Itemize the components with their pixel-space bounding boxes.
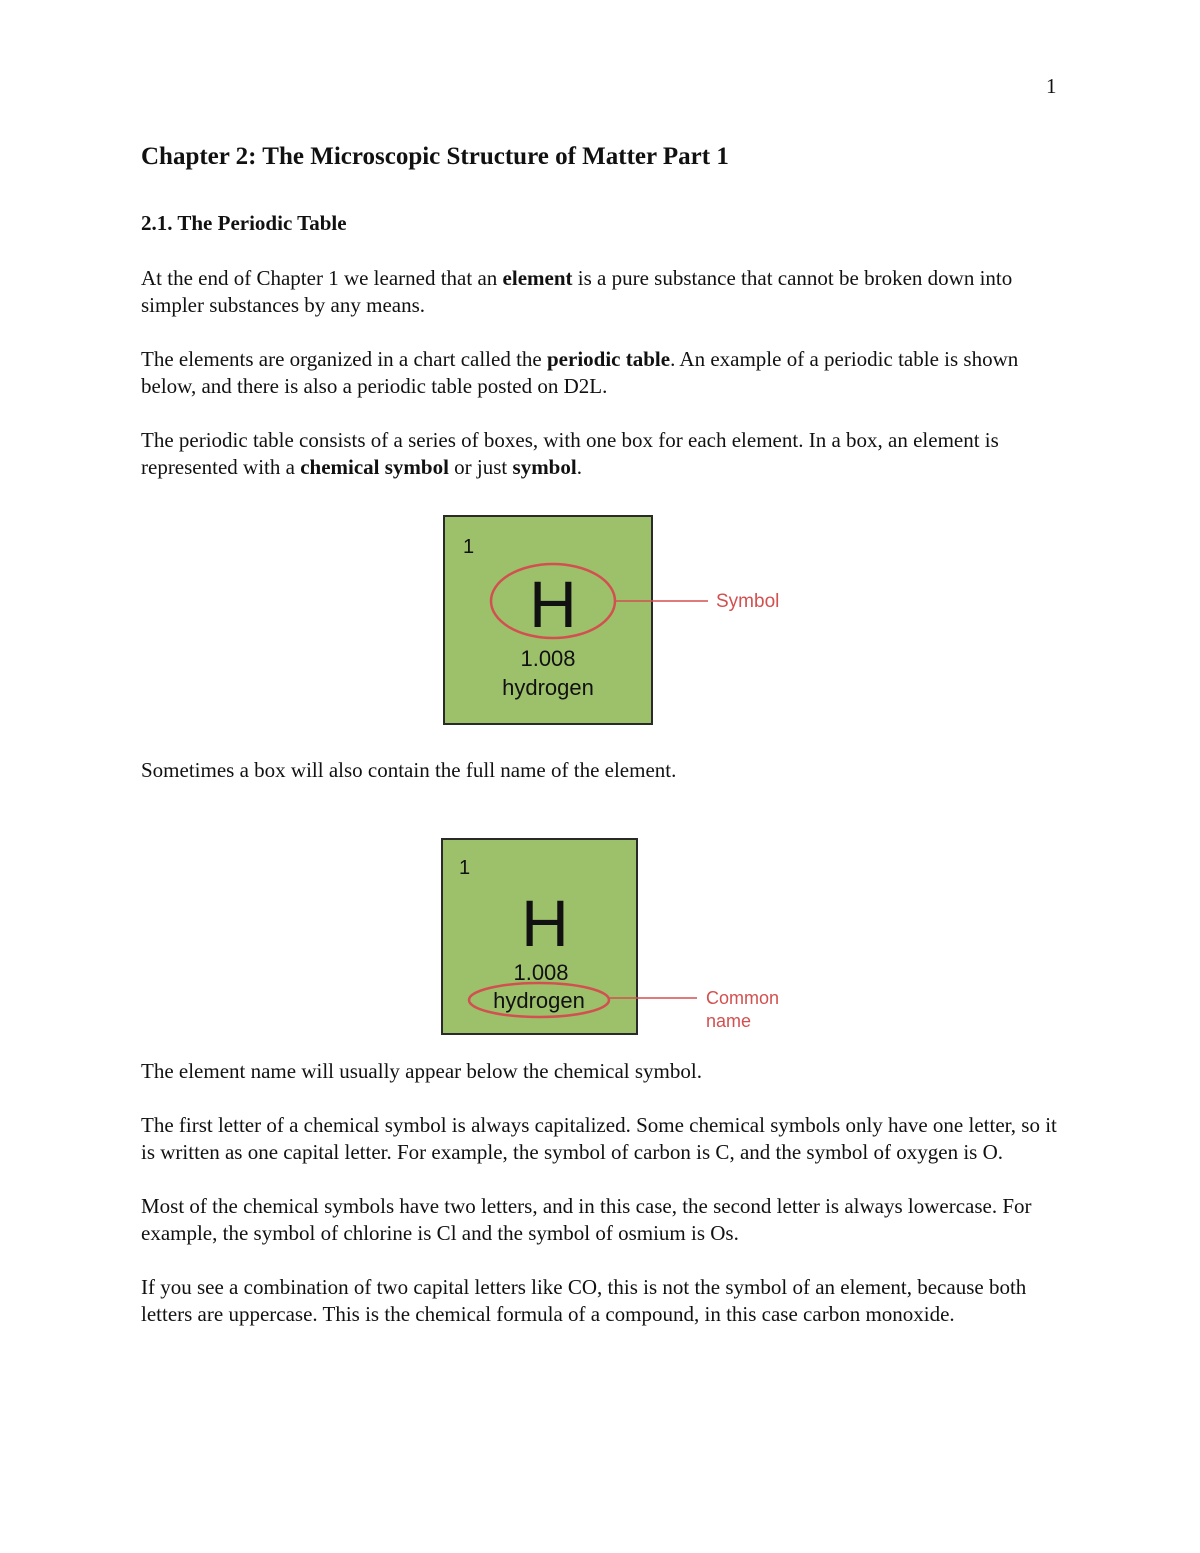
term-chemical-symbol: chemical symbol <box>300 455 449 479</box>
paragraph-chemical-symbol: The periodic table consists of a series of boxes, with one box for each element. In a box, an element is represented with a chemical symbol or just symbol. <box>141 428 999 479</box>
figure-element-box-name <box>441 838 801 1038</box>
document-body-continued <box>141 1058 1071 1355</box>
section-title: 2.1. The Periodic Table <box>141 211 347 235</box>
term-element: element <box>502 266 573 290</box>
callout-common-label: Common <box>706 988 780 1008</box>
element-symbol: H <box>529 567 577 641</box>
paragraph-capitalization: The first letter of a chemical symbol is always capitalized. Some chemical symbols only have one letter, so it is written as one capital letter. For example, the symbol of carbon is C, and the symbol of oxygen is O. <box>141 1113 1057 1164</box>
figure-element-box-symbol <box>443 515 803 730</box>
paragraph-element-definition: At the end of Chapter 1 we learned that an element is a pure substance that cannot be broken down into simpler substances by any means. <box>141 266 1013 317</box>
atomic-mass: 1.008 <box>520 646 576 671</box>
element-name: hydrogen <box>502 675 594 700</box>
paragraph-compound-formula: If you see a combination of two capital letters like CO, this is not the symbol of an element, because both letters are uppercase. This is the chemical formula of a compound, in this case carbon monoxide. <box>141 1275 1027 1326</box>
element-symbol: H <box>521 886 569 960</box>
paragraph-full-name: Sometimes a box will also contain the full name of the element. <box>141 758 677 782</box>
paragraph-two-letter-symbols: Most of the chemical symbols have two letters, and in this case, the second letter is always lowercase. For example, the symbol of chlorine is Cl and the symbol of osmium is Os. <box>141 1194 1032 1245</box>
term-periodic-table: periodic table <box>547 347 671 371</box>
page-number: 1 <box>1046 74 1057 98</box>
callout-symbol-label: Symbol <box>716 591 780 612</box>
atomic-mass: 1.008 <box>513 960 569 985</box>
term-symbol: symbol <box>512 455 577 479</box>
paragraph-periodic-table: The elements are organized in a chart called the periodic table. An example of a periodic table is shown below, and there is also a periodic table posted on D2L. <box>141 347 1019 398</box>
document-body <box>141 140 1071 508</box>
atomic-number: 1 <box>463 536 475 558</box>
chapter-title: Chapter 2: The Microscopic Structure of Matter Part 1 <box>141 143 729 170</box>
paragraph-name-position: The element name will usually appear below the chemical symbol. <box>141 1059 702 1083</box>
callout-name-label: name <box>706 1011 752 1031</box>
element-name: hydrogen <box>493 988 585 1013</box>
atomic-number: 1 <box>459 857 471 879</box>
